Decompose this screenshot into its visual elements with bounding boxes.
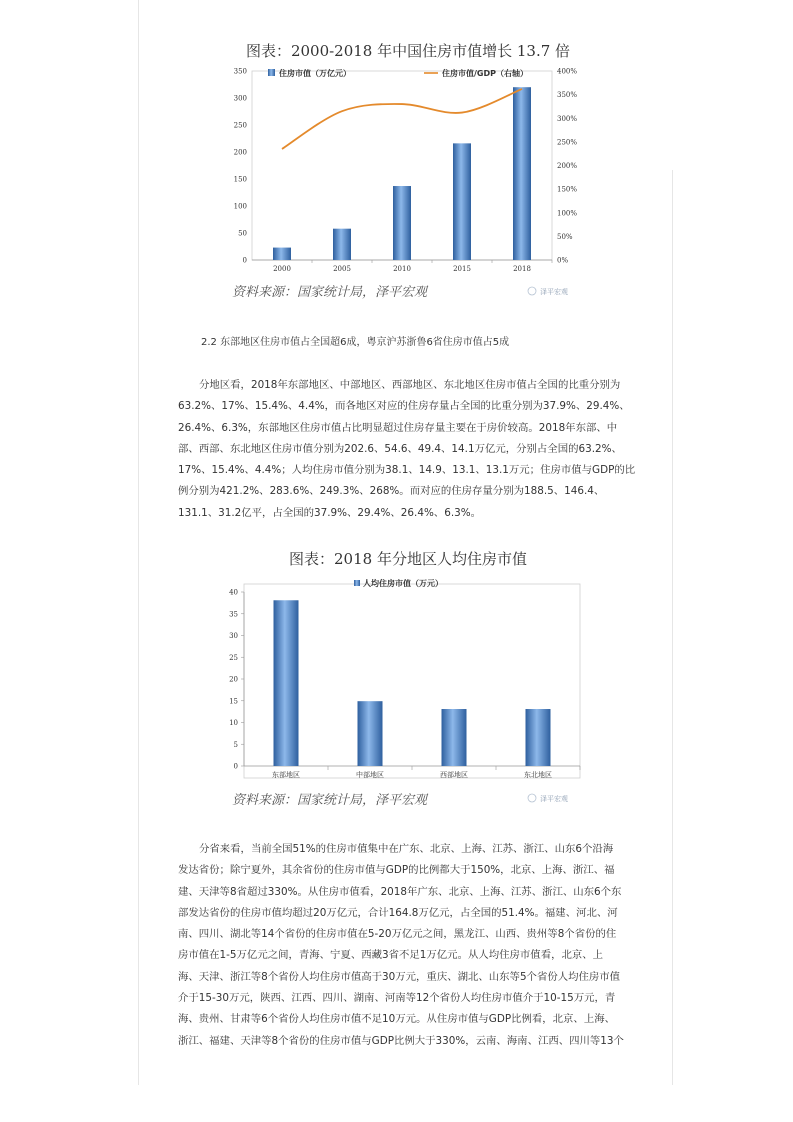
chart-per-capita-regional [222, 546, 594, 814]
chart2-y-tick: 0 [233, 762, 238, 771]
paragraph2-line: 部发达省份的住房市值均超过20万亿元，合计164.8万亿元，占全国的51.4%。福建、河北、河 [178, 906, 618, 919]
chart1-y2-tick: 100% [557, 209, 578, 218]
chart2-title: 图表：2018 年分地区人均住房市值 [289, 550, 527, 568]
paragraph2-line: 海、贵州、甘肃等6个省份人均住房市值不足10万元。从住房市值与GDP比例看，北京、上海、 [178, 1013, 615, 1026]
chart-housing-value-growth [222, 38, 594, 306]
chart2-y-tick: 40 [229, 588, 238, 597]
chart1-x-tick: 2015 [453, 265, 471, 273]
chart1-y2-tick: 250% [557, 138, 578, 147]
chart1-logo-text: 泽平宏观 [540, 288, 568, 296]
paragraph2-line: 介于15-30万元，陕西、江西、四川、湖南、河南等12个省份人均住房市值介于10-15万元，青 [178, 992, 616, 1005]
chart1-y-tick: 150 [233, 175, 247, 184]
paragraph1-line: 例分别为421.2%、283.6%、249.3%、268%。而对应的住房存量分别为188.5、146.4、 [178, 485, 605, 498]
chart1-x-tick: 2018 [513, 265, 531, 273]
chart1-y2-tick: 200% [557, 162, 578, 170]
chart1-gdp-ratio-line [282, 89, 522, 149]
paragraph1-line: 17%、15.4%、4.4%；人均住房市值分别为38.1、14.9、13.1、13.1万元；住房市值与GDP的比 [178, 464, 636, 477]
paragraph2-line: 浙江、福建、天津等8个省份的住房市值与GDP比例大于330%，云南、海南、江西、四川等13个 [178, 1034, 624, 1047]
chart2-y-tick: 35 [229, 610, 238, 619]
chart1-x-tick: 2010 [393, 265, 411, 273]
chart1-bar [273, 248, 291, 260]
chart2-y-tick: 10 [229, 719, 238, 727]
chart2-legend-bar: 人均住房市值（万元） [363, 579, 443, 588]
chart1-y-tick: 350 [233, 67, 247, 76]
paragraph2-line: 建、天津等8省超过330%。从住房市值看，2018年广东、北京、上海、江苏、浙江、山东6个东 [178, 885, 622, 898]
paragraph1-line: 131.1、31.2亿平，占全国的37.9%、29.4%、26.4%、6.3%。 [178, 506, 481, 519]
chart2-x-tick: 东部地区 [272, 771, 300, 779]
chart2-logo-text: 泽平宏观 [540, 795, 568, 803]
chart2-svg [222, 546, 594, 814]
paragraph-regional [178, 375, 638, 524]
chart2-logo [528, 794, 568, 803]
paragraph2-line: 南、四川、湖北等14个省份的住房市值在5-20万亿元之间，黑龙江、山西、贵州等8个省份的住 [178, 928, 617, 941]
chart1-x-tick: 2005 [333, 265, 351, 273]
chart2-y-tick: 15 [229, 697, 238, 706]
chart1-legend-line: 住房市值/GDP（右轴） [442, 69, 528, 78]
chart1-y-tick: 0 [242, 256, 247, 265]
page-border-right [672, 170, 673, 1085]
chart1-bar [513, 87, 531, 260]
paragraph2-line: 海、天津、浙江等8个省份人均住房市值高于30万元，重庆、湖北、山东等5个省份人均住房市值 [178, 970, 621, 983]
chart1-title: 图表：2000-2018 年中国住房市值增长 13.7 倍 [245, 42, 571, 60]
chart2-bar [358, 701, 383, 766]
chart1-svg [222, 38, 594, 306]
chart2-x-tick: 中部地区 [356, 771, 384, 779]
chart1-bar [333, 229, 351, 260]
chart1-y2-tick: 0% [557, 256, 569, 265]
chart1-y-tick: 100 [233, 202, 247, 211]
paragraph1-line: 分地区看，2018年东部地区、中部地区、西部地区、东北地区住房市值占全国的比重分别为 [199, 379, 621, 391]
chart2-y-tick: 5 [233, 740, 238, 749]
chart1-legend-bar: 住房市值（万亿元） [279, 69, 351, 78]
chart2-source: 资料来源：国家统计局，泽平宏观 [232, 793, 428, 808]
chart1-bar [393, 186, 411, 260]
paragraph2-line: 分省来看，当前全国51%的住房市值集中在广东、北京、上海、江苏、浙江、山东6个沿海 [199, 843, 614, 855]
chart1-y-tick: 200 [233, 148, 247, 157]
paragraph1-line: 26.4%、6.3%，东部地区住房市值占比明显超过住房存量主要在于房价较高。2018年东部、中 [178, 421, 618, 434]
chart1-y2-tick: 50% [557, 232, 573, 241]
paragraph-provincial [178, 839, 638, 1052]
chart2-bar [442, 709, 467, 766]
chart1-y-tick: 250 [233, 121, 247, 130]
chart2-x-tick: 东北地区 [524, 771, 552, 779]
chart1-y-tick: 50 [238, 229, 247, 238]
chart1-source: 资料来源：国家统计局，泽平宏观 [232, 285, 428, 300]
paragraph1-line: 63.2%、17%、15.4%、4.4%，而各地区对应的住房存量占全国的比重分别为37.9%、29.4%、 [178, 400, 630, 413]
chart1-x-tick: 2000 [273, 265, 291, 273]
chart2-x-tick: 西部地区 [440, 771, 468, 779]
chart1-y2-tick: 150% [557, 185, 578, 194]
paragraph2-line: 房市值在1-5万亿元之间，青海、宁夏、西藏3省不足1万亿元。从人均住房市值看，北京、上 [178, 949, 604, 962]
chart1-logo [528, 287, 568, 296]
chart1-y2-tick: 400% [557, 67, 578, 76]
chart2-bar [526, 709, 551, 766]
chart2-legend-bar-swatch [354, 580, 360, 586]
chart2-bar [274, 600, 299, 766]
paragraph1-line: 部、西部、东北地区住房市值分别为202.6、54.6、49.4、14.1万亿元，分别占全国的63.2%、 [178, 442, 622, 455]
chart1-bar [453, 143, 471, 260]
chart1-y-tick: 300 [233, 94, 247, 103]
page-border-left [138, 0, 139, 1085]
paragraph2-line: 发达省份；除宁夏外，其余省份的住房市值与GDP的比例都大于150%，北京、上海、浙江、福 [178, 864, 615, 877]
chart2-y-tick: 30 [229, 632, 238, 640]
chart1-y2-tick: 350% [557, 91, 578, 100]
chart1-legend-bar-swatch [268, 69, 275, 76]
section-heading: 2.2 东部地区住房市值占全国超6成，粤京沪苏浙鲁6省住房市值占5成 [201, 337, 510, 348]
chart2-y-tick: 25 [229, 653, 238, 662]
chart2-y-tick: 20 [229, 675, 238, 684]
chart1-y2-tick: 300% [557, 114, 578, 123]
